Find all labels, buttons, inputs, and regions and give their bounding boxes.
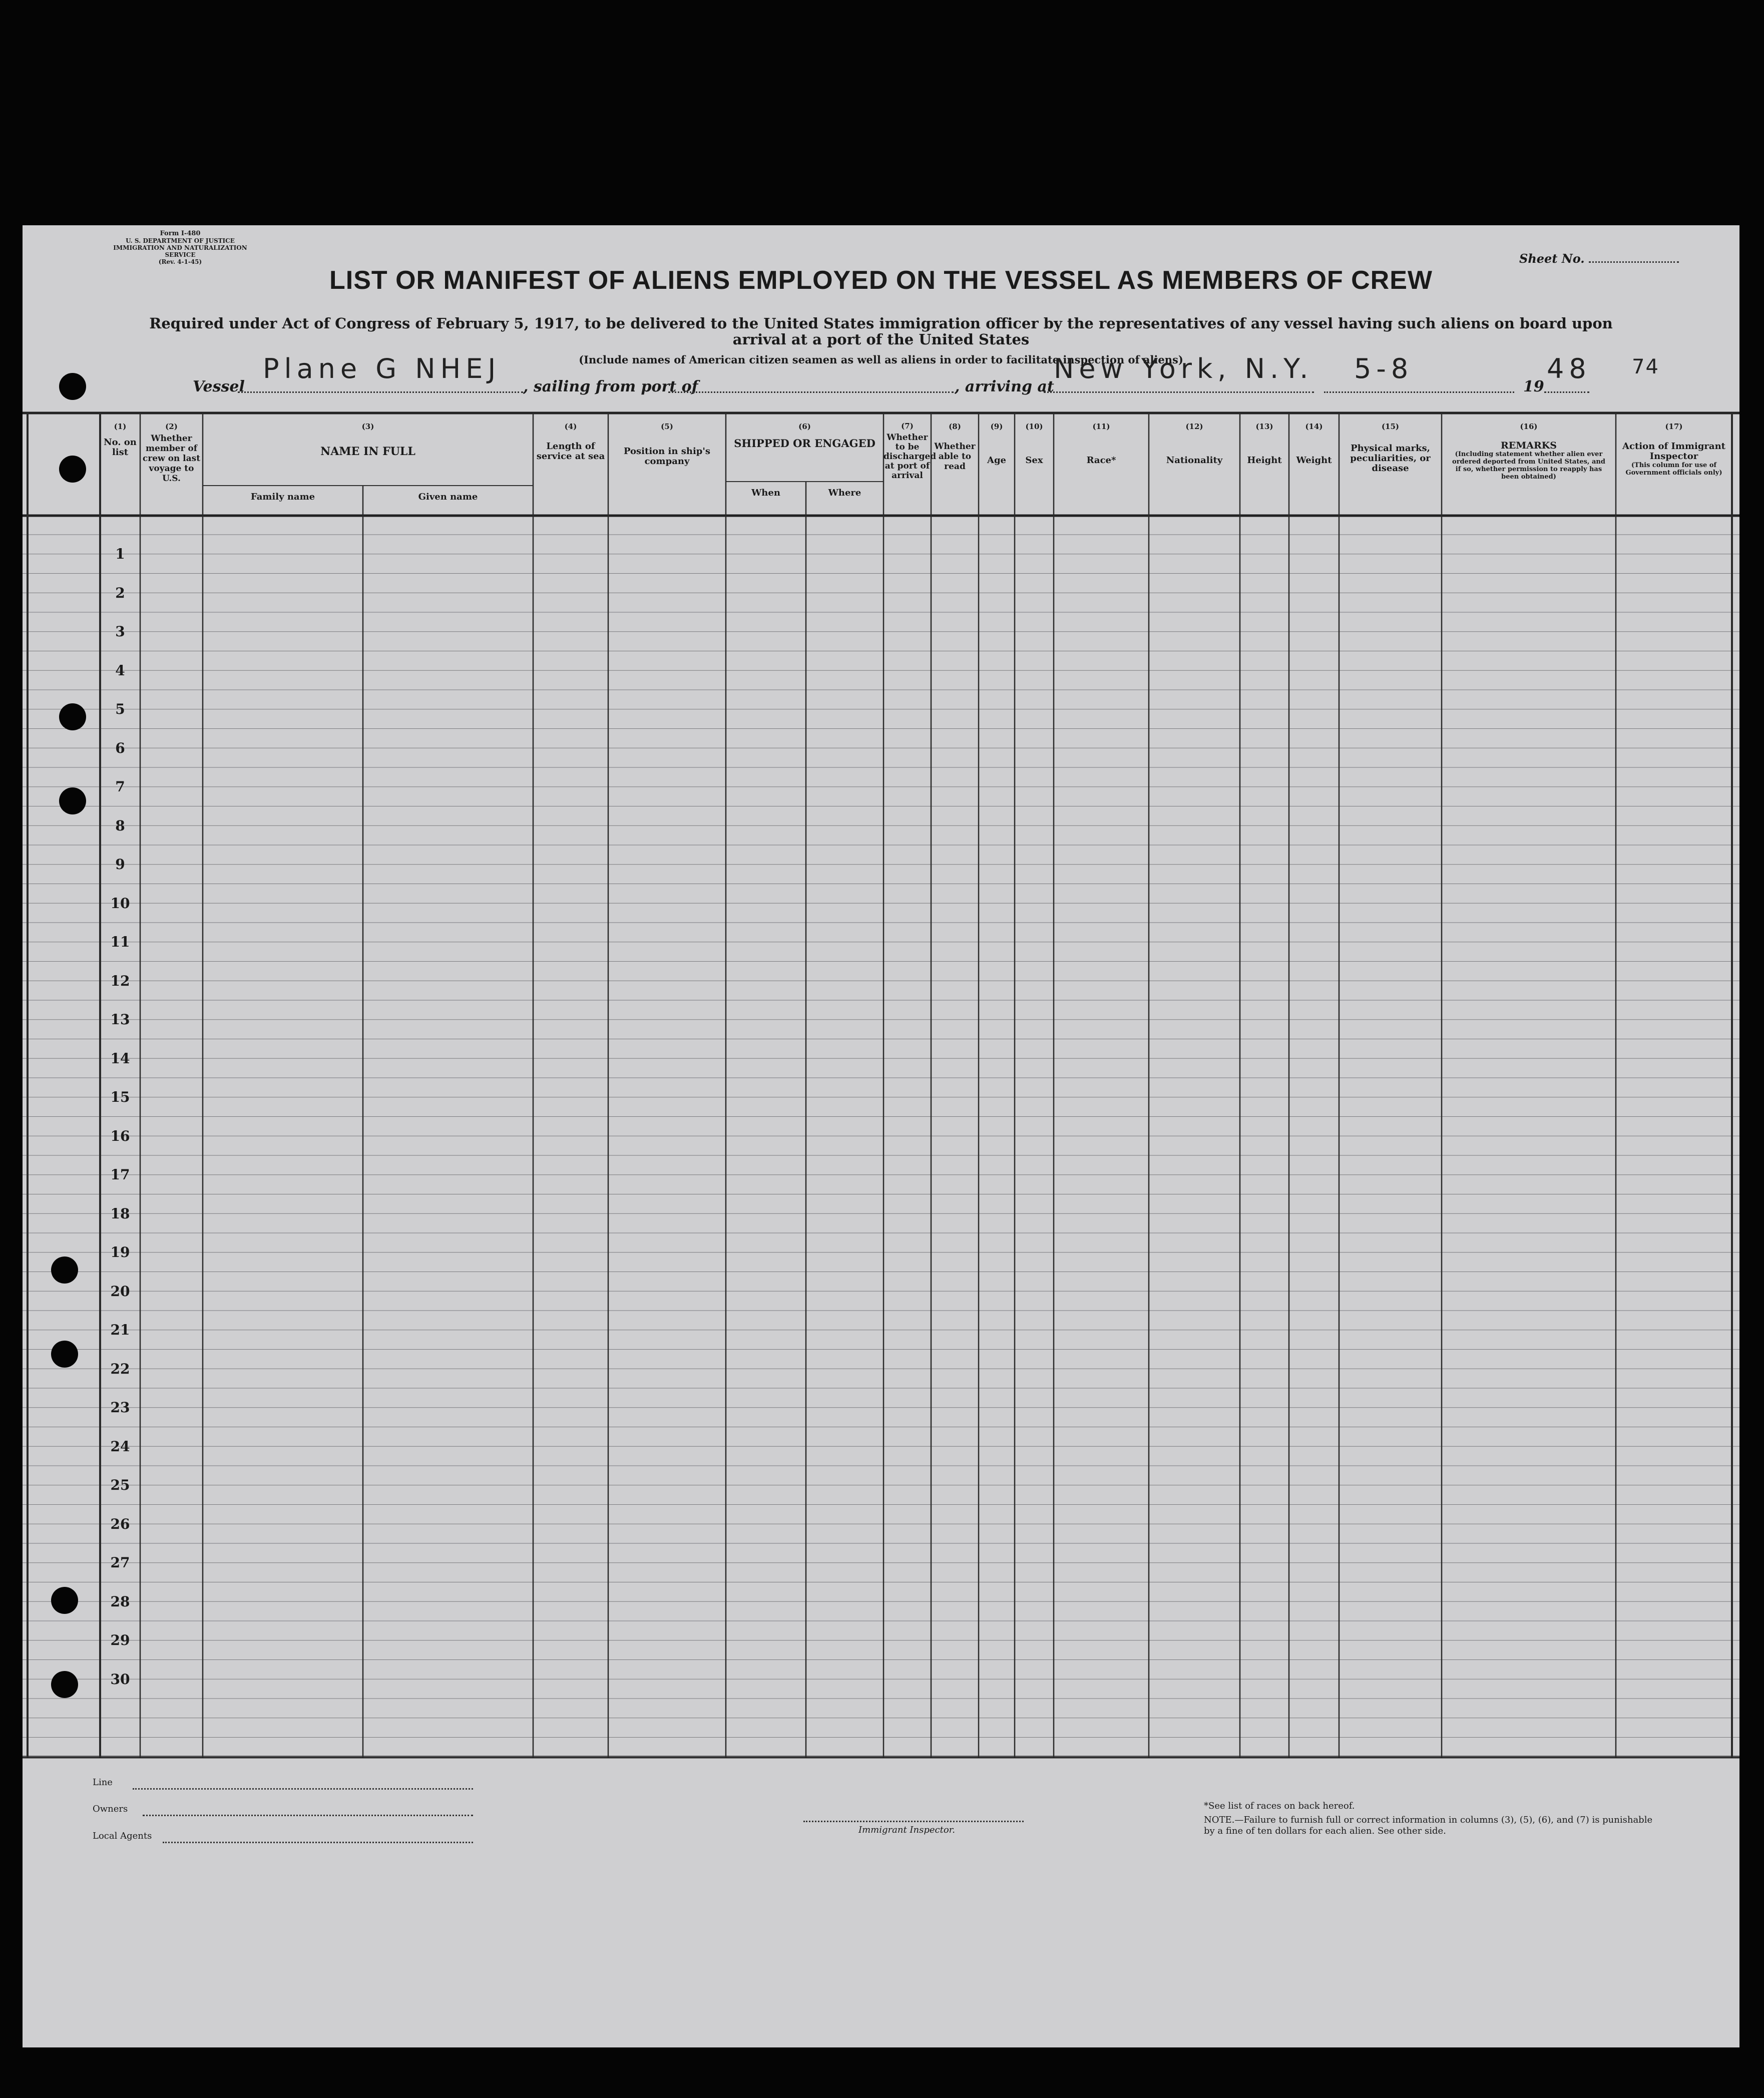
arriving-label: , arriving at <box>955 378 1054 395</box>
row-number: 20 <box>110 1283 130 1300</box>
col-6-sub-where: Where <box>828 488 861 498</box>
row-number: 15 <box>110 1089 130 1105</box>
punch-hole <box>51 1587 78 1614</box>
col-8-header: (8) Whether able to read <box>934 422 976 472</box>
punch-hole <box>59 456 86 483</box>
row-number: 2 <box>115 584 125 601</box>
row-number: 21 <box>110 1322 130 1338</box>
include-note: (Include names of American citizen seamen as well as aliens in order to facilitate inspection of aliens) <box>579 353 1183 366</box>
vessel-label: Vessel <box>193 378 245 395</box>
row-number: 23 <box>110 1399 130 1416</box>
form-number: Form I-480 <box>160 230 201 237</box>
arriving-port-handwritten: New York, N.Y. <box>1054 353 1313 384</box>
sailing-label: , sailing from port of <box>523 378 698 395</box>
punch-hole <box>51 1256 78 1284</box>
row-number: 6 <box>115 739 125 756</box>
line-field <box>133 1787 473 1790</box>
punch-hole <box>59 703 86 730</box>
row-number: 5 <box>115 701 125 717</box>
inspector-signature-line <box>803 1820 1024 1822</box>
row-number: 7 <box>115 778 125 795</box>
owners-field <box>143 1814 473 1816</box>
row-number: 28 <box>110 1593 130 1610</box>
row-number: 16 <box>110 1127 130 1144</box>
penalty-note: NOTE.—Failure to furnish full or correct information in columns (3), (5), (6), and (7) is punishable by a fine of ten dollars for each alien. See other side. <box>1204 1815 1653 1836</box>
col-5-header: (5) Position in ship's company <box>623 422 711 467</box>
extra-mark-handwritten: 74 <box>1632 355 1659 378</box>
col-1-header: (1) No. on list <box>104 422 137 458</box>
row-number: 26 <box>110 1515 130 1532</box>
line-label: Line <box>93 1777 113 1788</box>
col-17-header: (17) Action of Immigrant Inspector (This column for use of Government officials only) <box>1622 422 1725 477</box>
service: IMMIGRATION AND NATURALIZATION SERVICE <box>113 244 247 258</box>
year-handwritten: 48 <box>1547 353 1591 384</box>
page-title: LIST OR MANIFEST OF ALIENS EMPLOYED ON THE VESSEL AS MEMBERS OF CREW <box>329 266 1433 295</box>
column-rules <box>28 413 1732 1757</box>
col-3-header: (3) NAME IN FULL <box>320 422 415 458</box>
row-number: 22 <box>110 1360 130 1377</box>
row-number: 18 <box>110 1205 130 1222</box>
row-number: 13 <box>110 1011 130 1028</box>
row-rules <box>23 413 1739 1757</box>
row-number: 27 <box>110 1554 130 1571</box>
row-number: 10 <box>110 895 130 912</box>
punch-hole <box>59 373 86 400</box>
col-3-sub-family: Family name <box>250 492 315 502</box>
requirement-text: Required under Act of Congress of February 5, 1917, to be delivered to the United States immigration officer by the representatives of any vessel having such aliens on board upon arrival at a port of the United States <box>149 315 1613 348</box>
col-10-header: (10) Sex <box>1025 422 1043 466</box>
punch-hole <box>51 1671 78 1698</box>
owners-label: Owners <box>93 1804 128 1814</box>
col-7-header: (7) Whether to be discharged at port of arrival <box>884 422 937 481</box>
row-number: 12 <box>110 972 130 989</box>
row-number: 11 <box>110 934 130 950</box>
row-number: 25 <box>110 1477 130 1493</box>
vessel-name-handwritten: Plane G NHEJ <box>263 353 501 384</box>
col-14-header: (14) Weight <box>1296 422 1332 466</box>
col-9-header: (9) Age <box>987 422 1006 466</box>
col-15-header: (15) Physical marks, peculiarities, or disease <box>1350 422 1431 474</box>
row-number: 19 <box>110 1244 130 1261</box>
row-number: 14 <box>110 1050 130 1067</box>
inspector-label: Immigrant Inspector. <box>858 1825 956 1835</box>
row-number: 3 <box>115 623 125 640</box>
punch-hole <box>51 1341 78 1368</box>
row-number: 1 <box>115 546 125 562</box>
department: U. S. DEPARTMENT OF JUSTICE <box>126 237 235 244</box>
agents-field <box>163 1841 473 1843</box>
year-prefix: 19 <box>1523 378 1544 395</box>
row-number: 4 <box>115 662 125 679</box>
race-note: *See list of races on back hereof. <box>1204 1801 1355 1811</box>
col-16-header: (16) REMARKS (Including statement whether alien ever ordered deported from United States, and if so, whether permission to reapply has been obtained) <box>1452 422 1605 481</box>
col-6-sub-when: When <box>751 488 780 498</box>
col-6-header: (6) SHIPPED OR ENGAGED <box>734 422 875 450</box>
punch-hole <box>59 787 86 814</box>
row-number: 29 <box>110 1632 130 1648</box>
revision: (Rev. 4-1-45) <box>158 258 202 265</box>
row-number: 24 <box>110 1438 130 1455</box>
agents-label: Local Agents <box>93 1831 152 1841</box>
col-11-header: (11) Race* <box>1086 422 1116 466</box>
row-number: 17 <box>110 1166 130 1183</box>
manifest-sheet <box>23 225 1739 2047</box>
row-number: 9 <box>115 856 125 873</box>
col-13-header: (13) Height <box>1247 422 1282 466</box>
col-12-header: (12) Nationality <box>1166 422 1223 466</box>
col-2-header: (2) Whether member of crew on last voyage to U.S. <box>142 422 201 484</box>
col-3-sub-given: Given name <box>418 492 478 502</box>
row-number: 8 <box>115 817 125 834</box>
date-handwritten: 5-8 <box>1354 353 1414 384</box>
row-number: 30 <box>110 1670 130 1688</box>
sheet-label: Sheet No. <box>1519 251 1585 266</box>
col-4-header: (4) Length of service at sea <box>536 422 605 462</box>
